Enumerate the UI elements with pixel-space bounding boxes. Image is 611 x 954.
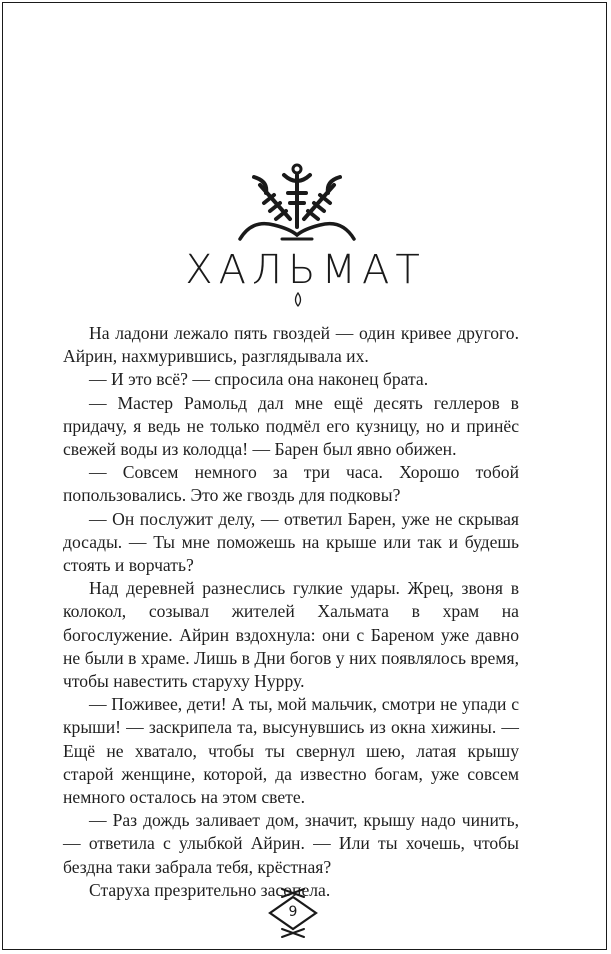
drop-ornament-icon [292, 292, 304, 308]
paragraph: — Совсем немного за три часа. Хорошо тобой попользовались. Это же гвоздь для подковы? [63, 462, 519, 506]
paragraph: — И это всё? — спросила она наконец брата. [89, 369, 429, 390]
paragraph: — Поживее, дети! А ты, мой мальчик, смотри не упади с крыши! — заскрипела та, высунувшись из окна хижины. — Ещё не хватало, чтобы ты свернул шею, латая крышу старой женщине, которой, да известно богам, уже совсем немного осталось на этом свете. [63, 694, 519, 808]
chapter-body [63, 322, 519, 902]
paragraph: — Он послужит делу, — ответил Барен, уже не скрывая досады. — Ты мне поможешь на крыше или так и будешь стоять и ворчать? [63, 508, 519, 576]
paragraph: Над деревней разнеслись гулкие удары. Жрец, звоня в колокол, созывал жителей Хальмата в храм на богослужение. Айрин вздохнула: они с Бареном уже давно не были в храме. Лишь в Дни богов у них появлялось время, чтобы навестить старуху Нурру. [63, 578, 519, 692]
page-number: 9 [288, 904, 298, 920]
vegvisir-rune-icon [238, 163, 356, 243]
paragraph: — Мастер Рамольд дал мне ещё десять геллеров в придачу, я ведь не только подмёл его кузницу, но и принёс свежей воды из колодца! — Барен был явно обижен. [63, 392, 519, 460]
chapter-title: ХАЛЬМАТ [185, 247, 426, 293]
paragraph: — Раз дождь заливает дом, значит, крышу надо чинить, — ответила с улыбкой Айрин. — Или ты хочешь, чтобы бездна таки забрала тебя, крёстная? [63, 810, 519, 877]
paragraph: Старуха презрительно засопела. [89, 879, 331, 900]
paragraph: На ладони лежало пять гвоздей — один кривее другого. Айрин, нахмурившись, разглядывала их. [63, 323, 519, 367]
